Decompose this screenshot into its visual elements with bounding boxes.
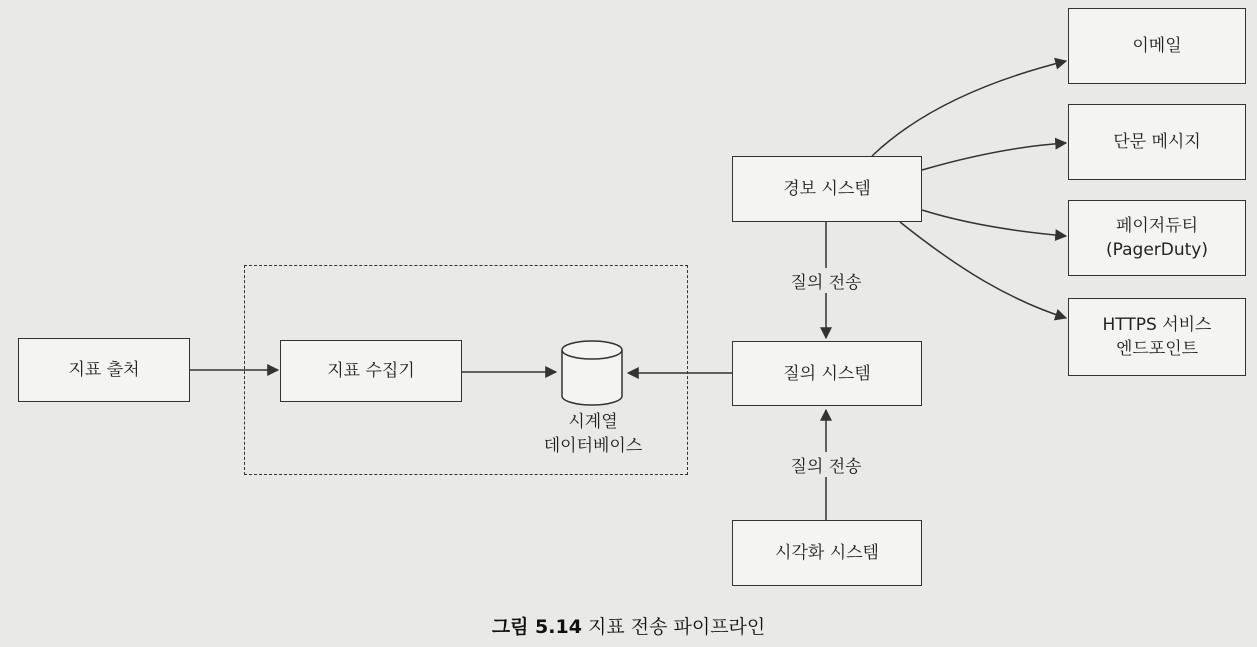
- node-visualization-system: [732, 520, 922, 586]
- figure-caption-text: 지표 전송 파이프라인: [587, 616, 766, 638]
- node-metric-source-label: 지표 출처: [68, 360, 140, 380]
- node-timeseries-db-label: 시계열 데이터베이스: [543, 412, 643, 456]
- edge-alert-to-https: [900, 222, 1066, 318]
- figure-caption-number: 그림 5.14: [491, 616, 582, 638]
- edge-alert-to-sms: [922, 143, 1066, 170]
- figure-caption: [0, 612, 1257, 639]
- node-pagerduty: [1068, 200, 1246, 276]
- node-email: [1068, 8, 1246, 84]
- node-pagerduty-label: 페이저듀티 (PagerDuty): [1106, 216, 1208, 260]
- node-alert-system-label: 경보 시스템: [783, 179, 871, 199]
- edge-alert-to-email: [872, 61, 1066, 156]
- node-sms-label: 단문 메시지: [1113, 132, 1201, 152]
- node-metric-source: [18, 338, 190, 402]
- node-metric-collector: [280, 340, 462, 402]
- node-sms: [1068, 104, 1246, 180]
- edge-viz-to-query-label: 질의 전송: [770, 452, 882, 477]
- node-https-endpoint: [1068, 298, 1246, 376]
- node-visualization-system-label: 시각화 시스템: [775, 543, 879, 563]
- node-email-label: 이메일: [1132, 36, 1182, 56]
- node-https-endpoint-label: HTTPS 서비스 엔드포인트: [1102, 315, 1212, 359]
- node-query-system-label: 질의 시스템: [783, 363, 871, 384]
- node-alert-system: [732, 156, 922, 222]
- edge-alert-to-query-label: 질의 전송: [770, 268, 882, 293]
- edge-alert-to-pagerduty: [922, 210, 1066, 236]
- node-metric-collector-label: 지표 수집기: [327, 361, 415, 381]
- node-query-system: [732, 341, 922, 406]
